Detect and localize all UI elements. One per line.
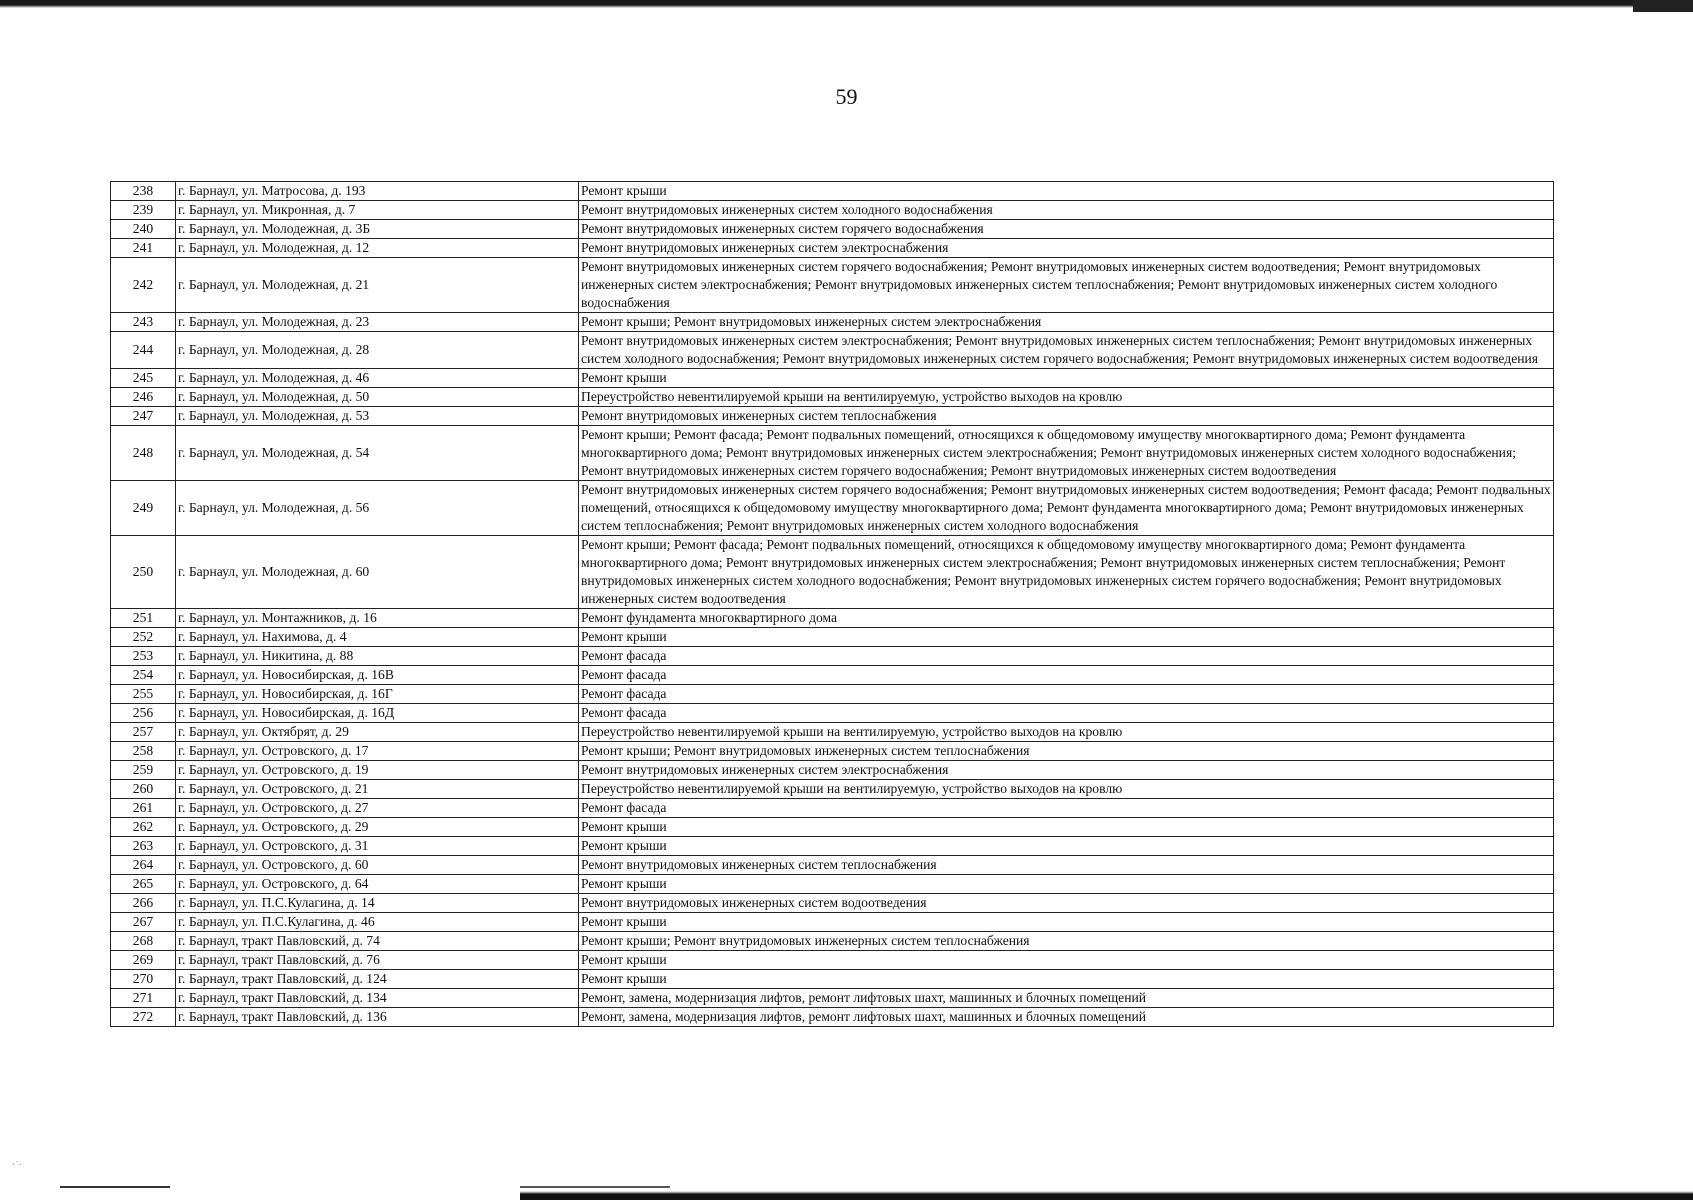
row-number-cell: 238 xyxy=(111,182,176,201)
address-cell: г. Барнаул, ул. Островского, д. 27 xyxy=(176,799,579,818)
works-cell: Ремонт внутридомовых инженерных систем электроснабжения xyxy=(579,239,1554,258)
row-number-cell: 267 xyxy=(111,913,176,932)
table-row xyxy=(111,704,1554,723)
row-number-cell: 245 xyxy=(111,369,176,388)
table-row xyxy=(111,239,1554,258)
table-row xyxy=(111,313,1554,332)
table-row xyxy=(111,799,1554,818)
works-cell: Ремонт внутридомовых инженерных систем горячего водоснабжения xyxy=(579,220,1554,239)
table-row xyxy=(111,407,1554,426)
table-row xyxy=(111,182,1554,201)
works-cell: Ремонт внутридомовых инженерных систем горячего водоснабжения; Ремонт внутридомовых инженерных систем водоотведения; Ремонт фасада; Ремонт подвальных помещений, относящихся к общедомовому имуществу многоквартирного дома; Ремонт фундамента многоквартирного дома; Ремонт внутридомовых инженерных систем теплоснабжения; Ремонт внутридомовых инженерных систем холодного водоснабжения xyxy=(579,481,1554,536)
row-number-cell: 260 xyxy=(111,780,176,799)
works-cell: Ремонт фасада xyxy=(579,799,1554,818)
table-row xyxy=(111,332,1554,369)
address-cell: г. Барнаул, ул. Никитина, д. 88 xyxy=(176,647,579,666)
address-cell: г. Барнаул, ул. Островского, д. 31 xyxy=(176,837,579,856)
table-row xyxy=(111,913,1554,932)
works-cell: Ремонт крыши; Ремонт внутридомовых инженерных систем электроснабжения xyxy=(579,313,1554,332)
address-cell: г. Барнаул, ул. Молодежная, д. 53 xyxy=(176,407,579,426)
works-table xyxy=(110,181,1554,1027)
works-cell: Ремонт внутридомовых инженерных систем электроснабжения; Ремонт внутридомовых инженерных систем теплоснабжения; Ремонт внутридомовых инженерных систем холодного водоснабжения; Ремонт внутридомовых инженерных систем горячего водоснабжения; Ремонт внутридомовых инженерных систем водоотведения xyxy=(579,332,1554,369)
scan-speck: ·˙· xyxy=(12,1160,22,1171)
works-cell: Ремонт крыши xyxy=(579,628,1554,647)
row-number-cell: 268 xyxy=(111,932,176,951)
row-number-cell: 257 xyxy=(111,723,176,742)
table-row xyxy=(111,481,1554,536)
row-number-cell: 259 xyxy=(111,761,176,780)
row-number-cell: 248 xyxy=(111,426,176,481)
row-number-cell: 262 xyxy=(111,818,176,837)
row-number-cell: 239 xyxy=(111,201,176,220)
address-cell: г. Барнаул, тракт Павловский, д. 136 xyxy=(176,1008,579,1027)
works-cell: Ремонт крыши xyxy=(579,951,1554,970)
scan-edge-bottom-mid xyxy=(520,1186,670,1188)
row-number-cell: 269 xyxy=(111,951,176,970)
works-cell: Ремонт, замена, модернизация лифтов, ремонт лифтовых шахт, машинных и блочных помещений xyxy=(579,1008,1554,1027)
row-number-cell: 270 xyxy=(111,970,176,989)
address-cell: г. Барнаул, ул. Молодежная, д. 3Б xyxy=(176,220,579,239)
address-cell: г. Барнаул, ул. Молодежная, д. 54 xyxy=(176,426,579,481)
row-number-cell: 252 xyxy=(111,628,176,647)
works-cell: Ремонт внутридомовых инженерных систем горячего водоснабжения; Ремонт внутридомовых инженерных систем водоотведения; Ремонт внутридомовых инженерных систем электроснабжения; Ремонт внутридомовых инженерных систем теплоснабжения; Ремонт внутридомовых инженерных систем холодного водоснабжения xyxy=(579,258,1554,313)
address-cell: г. Барнаул, ул. Островского, д. 21 xyxy=(176,780,579,799)
table-row xyxy=(111,388,1554,407)
address-cell: г. Барнаул, ул. Островского, д. 19 xyxy=(176,761,579,780)
row-number-cell: 241 xyxy=(111,239,176,258)
address-cell: г. Барнаул, ул. Молодежная, д. 28 xyxy=(176,332,579,369)
address-cell: г. Барнаул, тракт Павловский, д. 124 xyxy=(176,970,579,989)
address-cell: г. Барнаул, тракт Павловский, д. 74 xyxy=(176,932,579,951)
address-cell: г. Барнаул, ул. Молодежная, д. 50 xyxy=(176,388,579,407)
row-number-cell: 271 xyxy=(111,989,176,1008)
address-cell: г. Барнаул, ул. Октябрят, д. 29 xyxy=(176,723,579,742)
works-cell: Ремонт фасада xyxy=(579,685,1554,704)
table-row xyxy=(111,685,1554,704)
address-cell: г. Барнаул, ул. Новосибирская, д. 16Г xyxy=(176,685,579,704)
address-cell: г. Барнаул, ул. Молодежная, д. 12 xyxy=(176,239,579,258)
row-number-cell: 246 xyxy=(111,388,176,407)
address-cell: г. Барнаул, ул. Новосибирская, д. 16В xyxy=(176,666,579,685)
scan-edge-top-corner xyxy=(1633,0,1693,12)
row-number-cell: 244 xyxy=(111,332,176,369)
works-cell: Ремонт фасада xyxy=(579,647,1554,666)
address-cell: г. Барнаул, ул. Молодежная, д. 60 xyxy=(176,536,579,609)
works-cell: Ремонт фундамента многоквартирного дома xyxy=(579,609,1554,628)
table-row xyxy=(111,837,1554,856)
table-row xyxy=(111,220,1554,239)
works-cell: Ремонт крыши xyxy=(579,837,1554,856)
scan-edge-top xyxy=(0,0,1693,8)
address-cell: г. Барнаул, ул. Островского, д. 60 xyxy=(176,856,579,875)
address-cell: г. Барнаул, ул. П.С.Кулагина, д. 14 xyxy=(176,894,579,913)
address-cell: г. Барнаул, ул. Островского, д. 64 xyxy=(176,875,579,894)
works-cell: Ремонт внутридомовых инженерных систем теплоснабжения xyxy=(579,856,1554,875)
works-cell: Переустройство невентилируемой крыши на вентилируемую, устройство выходов на кровлю xyxy=(579,723,1554,742)
table-row xyxy=(111,666,1554,685)
works-cell: Переустройство невентилируемой крыши на вентилируемую, устройство выходов на кровлю xyxy=(579,780,1554,799)
row-number-cell: 240 xyxy=(111,220,176,239)
works-cell: Ремонт крыши; Ремонт фасада; Ремонт подвальных помещений, относящихся к общедомовому имуществу многоквартирного дома; Ремонт фундамента многоквартирного дома; Ремонт внутридомовых инженерных систем электроснабжения; Ремонт внутридомовых инженерных систем холодного водоснабжения; Ремонт внутридомовых инженерных систем горячего водоснабжения; Ремонт внутридомовых инженерных систем водоотведения xyxy=(579,426,1554,481)
row-number-cell: 254 xyxy=(111,666,176,685)
works-cell: Ремонт крыши; Ремонт внутридомовых инженерных систем теплоснабжения xyxy=(579,742,1554,761)
works-cell: Ремонт внутридомовых инженерных систем холодного водоснабжения xyxy=(579,201,1554,220)
works-cell: Ремонт фасада xyxy=(579,666,1554,685)
table-row xyxy=(111,818,1554,837)
works-cell: Ремонт крыши xyxy=(579,369,1554,388)
works-cell: Ремонт крыши xyxy=(579,875,1554,894)
table-row xyxy=(111,647,1554,666)
row-number-cell: 253 xyxy=(111,647,176,666)
row-number-cell: 249 xyxy=(111,481,176,536)
address-cell: г. Барнаул, ул. Нахимова, д. 4 xyxy=(176,628,579,647)
address-cell: г. Барнаул, ул. Молодежная, д. 56 xyxy=(176,481,579,536)
row-number-cell: 242 xyxy=(111,258,176,313)
address-cell: г. Барнаул, ул. Молодежная, д. 46 xyxy=(176,369,579,388)
table-row xyxy=(111,609,1554,628)
table-row xyxy=(111,875,1554,894)
row-number-cell: 256 xyxy=(111,704,176,723)
works-cell: Переустройство невентилируемой крыши на вентилируемую, устройство выходов на кровлю xyxy=(579,388,1554,407)
works-cell: Ремонт фасада xyxy=(579,704,1554,723)
row-number-cell: 255 xyxy=(111,685,176,704)
table-row xyxy=(111,201,1554,220)
table-row xyxy=(111,989,1554,1008)
works-cell: Ремонт крыши xyxy=(579,913,1554,932)
table-row xyxy=(111,628,1554,647)
address-cell: г. Барнаул, тракт Павловский, д. 134 xyxy=(176,989,579,1008)
works-cell: Ремонт крыши; Ремонт внутридомовых инженерных систем теплоснабжения xyxy=(579,932,1554,951)
row-number-cell: 250 xyxy=(111,536,176,609)
works-cell: Ремонт внутридомовых инженерных систем водоотведения xyxy=(579,894,1554,913)
works-cell: Ремонт крыши; Ремонт фасада; Ремонт подвальных помещений, относящихся к общедомовому имуществу многоквартирного дома; Ремонт фундамента многоквартирного дома; Ремонт внутридомовых инженерных систем электроснабжения; Ремонт внутридомовых инженерных систем теплоснабжения; Ремонт внутридомовых инженерных систем холодного водоснабжения; Ремонт внутридомовых инженерных систем горячего водоснабжения; Ремонт внутридомовых инженерных систем водоотведения xyxy=(579,536,1554,609)
scan-edge-bottom xyxy=(520,1191,1693,1200)
table-row xyxy=(111,258,1554,313)
row-number-cell: 266 xyxy=(111,894,176,913)
works-table-body xyxy=(111,182,1554,1027)
address-cell: г. Барнаул, ул. Матросова, д. 193 xyxy=(176,182,579,201)
address-cell: г. Барнаул, ул. Островского, д. 17 xyxy=(176,742,579,761)
row-number-cell: 265 xyxy=(111,875,176,894)
works-cell: Ремонт внутридомовых инженерных систем теплоснабжения xyxy=(579,407,1554,426)
table-row xyxy=(111,742,1554,761)
address-cell: г. Барнаул, ул. Монтажников, д. 16 xyxy=(176,609,579,628)
table-row xyxy=(111,723,1554,742)
table-row xyxy=(111,426,1554,481)
table-row xyxy=(111,932,1554,951)
table-row xyxy=(111,369,1554,388)
address-cell: г. Барнаул, ул. Новосибирская, д. 16Д xyxy=(176,704,579,723)
address-cell: г. Барнаул, ул. П.С.Кулагина, д. 46 xyxy=(176,913,579,932)
table-row xyxy=(111,894,1554,913)
works-table-container xyxy=(110,181,1550,1027)
works-cell: Ремонт крыши xyxy=(579,182,1554,201)
works-cell: Ремонт внутридомовых инженерных систем электроснабжения xyxy=(579,761,1554,780)
row-number-cell: 272 xyxy=(111,1008,176,1027)
works-cell: Ремонт крыши xyxy=(579,818,1554,837)
row-number-cell: 251 xyxy=(111,609,176,628)
scan-edge-bottom-left xyxy=(60,1186,170,1188)
address-cell: г. Барнаул, тракт Павловский, д. 76 xyxy=(176,951,579,970)
table-row xyxy=(111,951,1554,970)
row-number-cell: 243 xyxy=(111,313,176,332)
address-cell: г. Барнаул, ул. Островского, д. 29 xyxy=(176,818,579,837)
address-cell: г. Барнаул, ул. Микронная, д. 7 xyxy=(176,201,579,220)
table-row xyxy=(111,1008,1554,1027)
row-number-cell: 247 xyxy=(111,407,176,426)
works-cell: Ремонт, замена, модернизация лифтов, ремонт лифтовых шахт, машинных и блочных помещений xyxy=(579,989,1554,1008)
works-cell: Ремонт крыши xyxy=(579,970,1554,989)
table-row xyxy=(111,856,1554,875)
row-number-cell: 258 xyxy=(111,742,176,761)
address-cell: г. Барнаул, ул. Молодежная, д. 21 xyxy=(176,258,579,313)
table-row xyxy=(111,761,1554,780)
row-number-cell: 264 xyxy=(111,856,176,875)
row-number-cell: 261 xyxy=(111,799,176,818)
table-row xyxy=(111,536,1554,609)
table-row xyxy=(111,970,1554,989)
row-number-cell: 263 xyxy=(111,837,176,856)
page-number: 59 xyxy=(835,84,858,109)
address-cell: г. Барнаул, ул. Молодежная, д. 23 xyxy=(176,313,579,332)
table-row xyxy=(111,780,1554,799)
